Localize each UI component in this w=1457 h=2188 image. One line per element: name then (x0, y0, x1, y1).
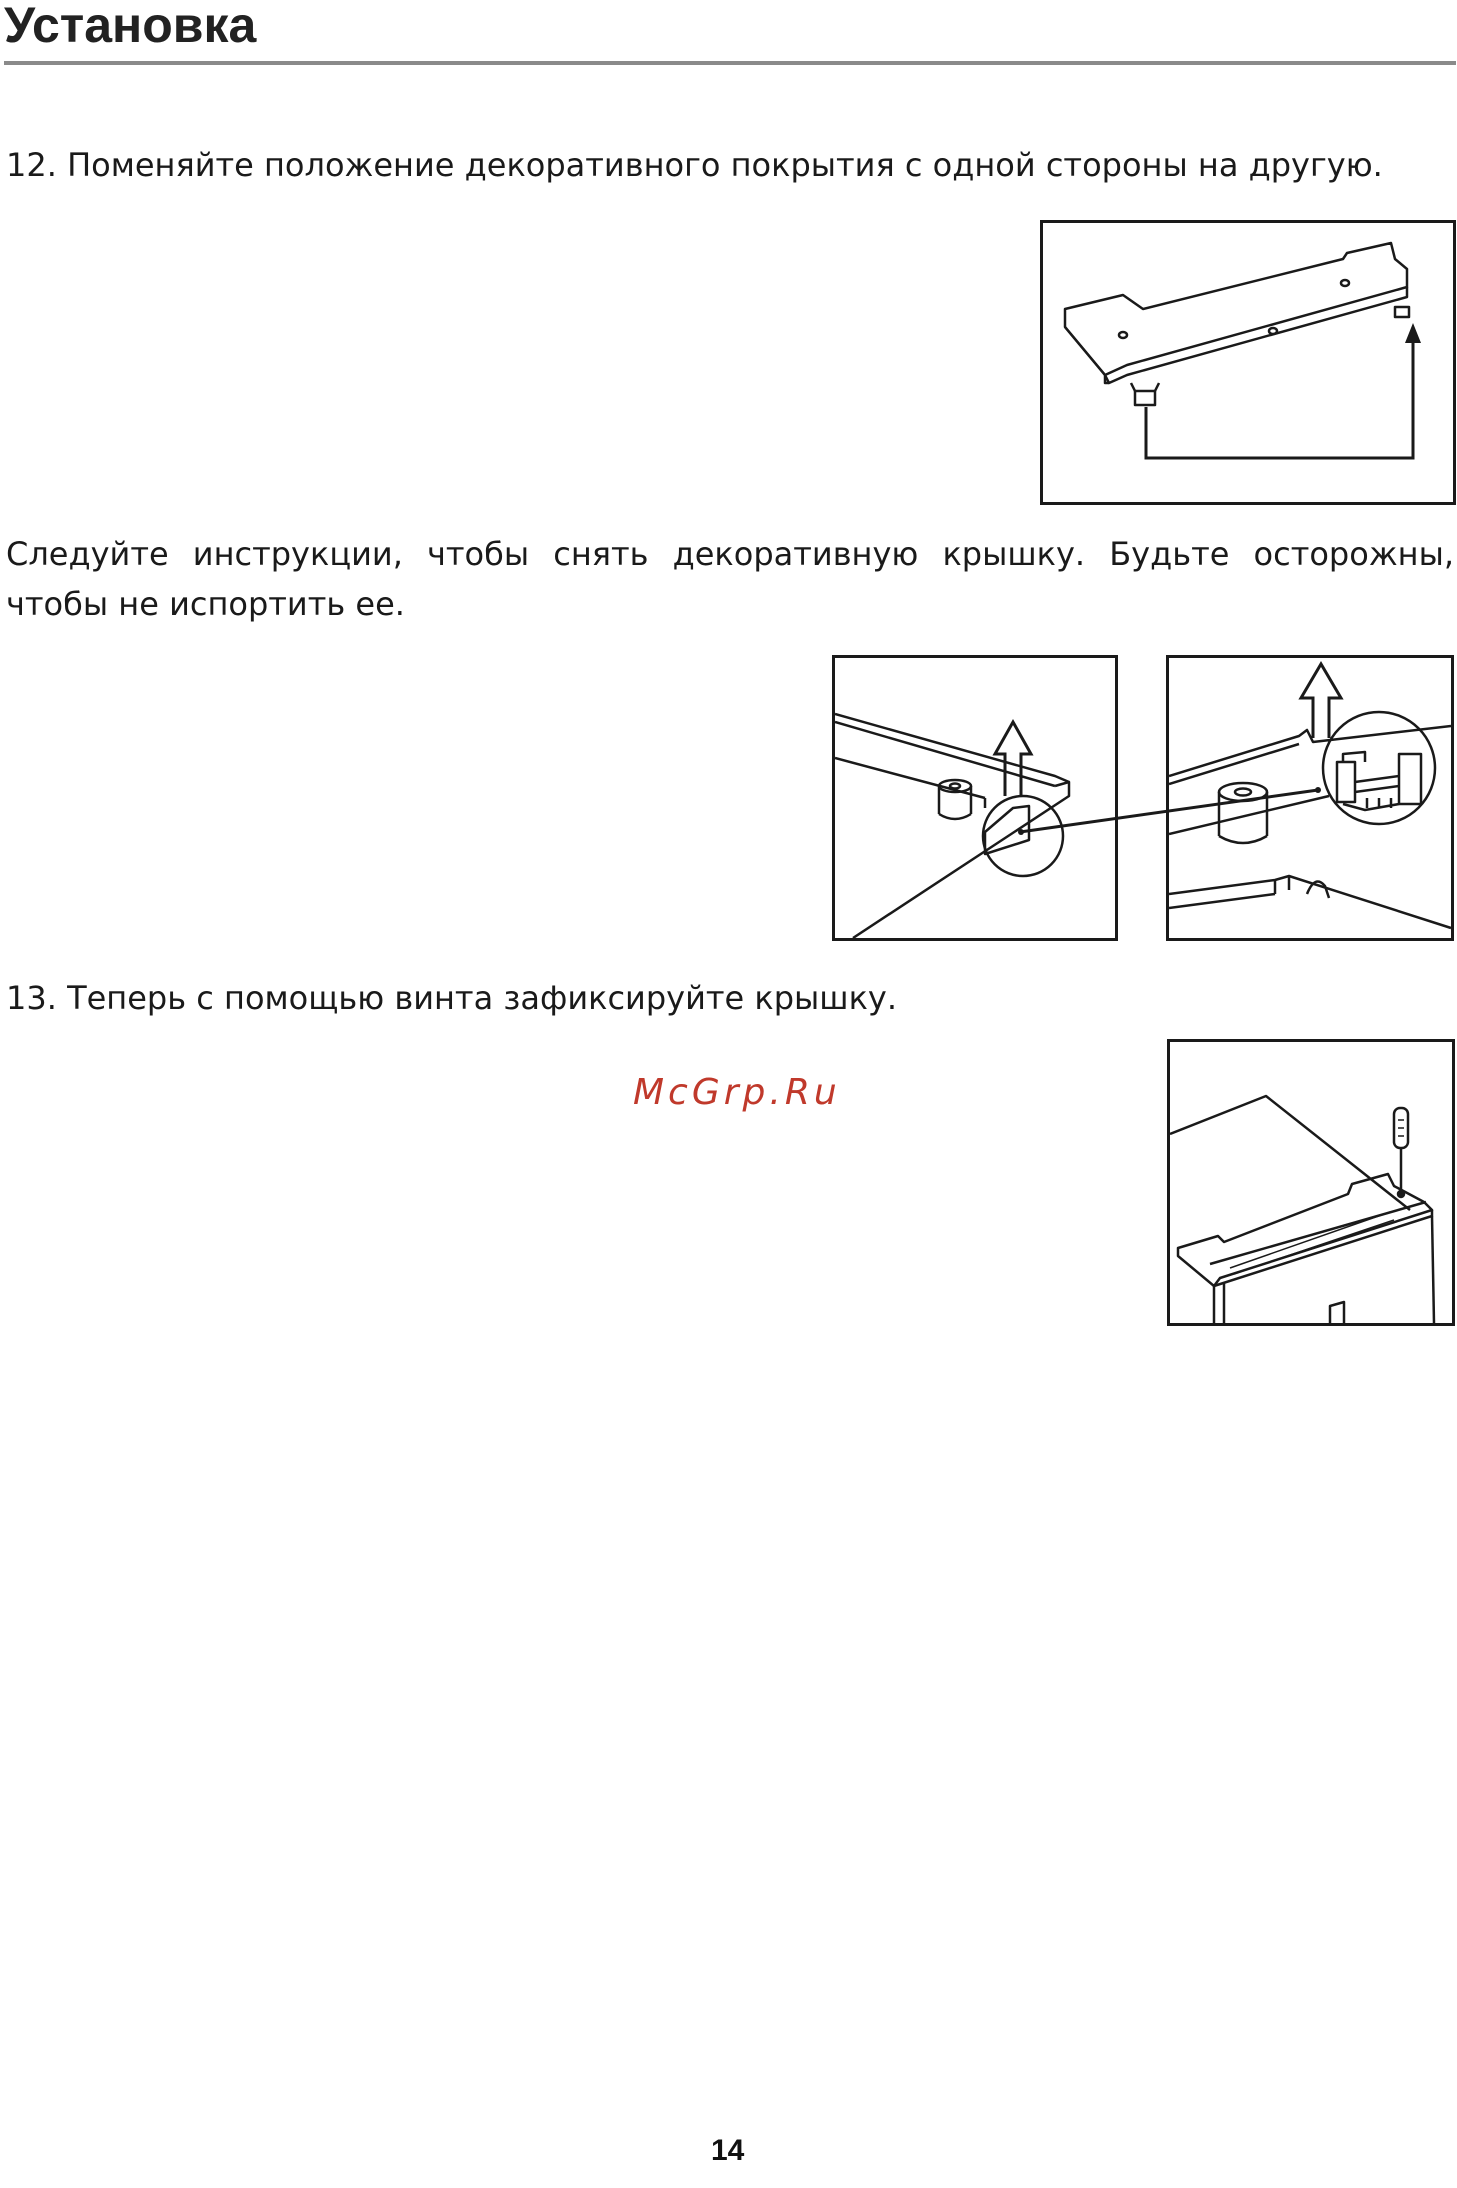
watermark: McGrp.Ru (633, 1072, 841, 1113)
figure-cover-swap (1040, 220, 1456, 505)
figure-cover-detail (1166, 655, 1454, 941)
step-12-text: 12. Поменяйте положение декоративного покрытия с одной стороны на другую. (6, 146, 1383, 184)
cover-detail-illustration (1169, 658, 1451, 938)
instruction-paragraph: Следуйте инструкции, чтобы снять декоративную крышку. Будьте осторожны, чтобы не испортить ее. (6, 535, 1454, 623)
cover-screw-illustration (1170, 1042, 1452, 1323)
header-rule (4, 61, 1456, 65)
figure-cover-screw (1167, 1039, 1455, 1326)
figure-cover-corner (832, 655, 1118, 941)
page-number: 14 (711, 2134, 745, 2167)
cover-corner-illustration (835, 658, 1115, 938)
page-title: Установка (4, 0, 257, 53)
step-13-text: 13. Теперь с помощью винта зафиксируйте крышку. (6, 979, 898, 1017)
cover-swap-illustration (1043, 223, 1453, 502)
